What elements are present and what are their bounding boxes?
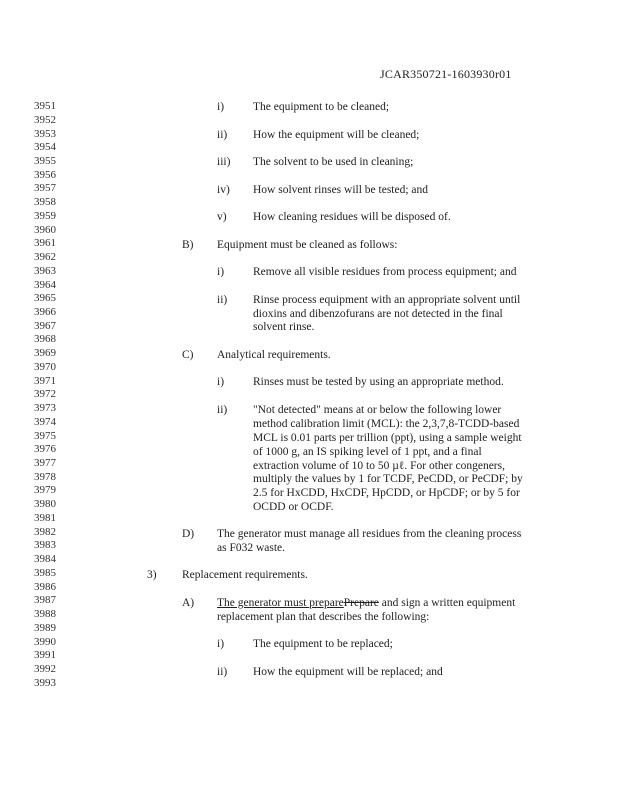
- paragraph-line: multiply the values by 1 for TCDF, PeCDD, or PeCDF; by: [253, 473, 523, 485]
- line-number: 3979: [34, 484, 56, 497]
- document-id: JCAR350721-1603930r01: [380, 67, 512, 81]
- line-number: 3964: [34, 278, 56, 291]
- list-marker: iii): [217, 156, 231, 168]
- paragraph-line: The generator must manage all residues from the cleaning process: [217, 528, 522, 540]
- list-item-text: How cleaning residues will be disposed of.: [253, 211, 451, 223]
- line-number: 3992: [34, 662, 56, 675]
- list-item-text: How the equipment will be cleaned;: [253, 129, 420, 141]
- paragraph-line: OCDD or OCDF.: [253, 501, 334, 513]
- inserted-text: prepare: [309, 597, 344, 609]
- line-number: 3966: [34, 306, 56, 318]
- line-number: 3986: [34, 580, 56, 593]
- line-number: 3981: [34, 511, 56, 524]
- paragraph-line: MCL is 0.01 parts per trillion (ppt), using a sample weight: [253, 432, 522, 444]
- section-marker: 3): [147, 569, 157, 581]
- list-marker: i): [217, 266, 225, 278]
- section-marker: B): [182, 239, 194, 251]
- line-number: 3989: [34, 621, 56, 634]
- line-number: 3984: [34, 553, 56, 566]
- line-number: 3957: [34, 182, 56, 195]
- line-number: 3968: [34, 333, 56, 346]
- paragraph-line: 2.5 for HxCDD, HxCDF, HpCDD, or HpCDF; or by 5 for: [253, 487, 520, 499]
- paragraph-line: replacement plan that describes the following:: [217, 611, 430, 623]
- list-item-text: The solvent to be used in cleaning;: [253, 156, 414, 168]
- list-marker: i): [217, 376, 225, 388]
- line-number: 3977: [34, 457, 56, 469]
- list-item-text: The equipment to be cleaned;: [253, 101, 390, 113]
- paragraph-line: extraction volume of 10 to 50 µℓ. For other congeners,: [253, 460, 505, 472]
- line-number: 3988: [34, 608, 56, 620]
- section-heading: Analytical requirements.: [217, 349, 331, 361]
- line-number: 3969: [34, 347, 56, 360]
- line-number: 3973: [34, 402, 56, 415]
- list-marker: ii): [217, 129, 228, 141]
- list-marker: i): [217, 101, 225, 113]
- line-number: 3952: [34, 113, 56, 126]
- line-number: 3961: [34, 237, 56, 250]
- paragraph-text: and sign a written equipment: [378, 597, 516, 609]
- line-number: 3959: [34, 209, 56, 222]
- line-number: 3970: [34, 360, 56, 373]
- line-number: 3953: [34, 127, 56, 140]
- underlined-prefix: The generator must: [217, 597, 310, 609]
- list-marker: ii): [217, 666, 228, 678]
- section-marker: C): [182, 349, 194, 361]
- section-marker: A): [182, 597, 195, 609]
- list-marker: v): [217, 211, 227, 223]
- line-number: 3978: [34, 470, 56, 483]
- line-number: 3960: [34, 223, 56, 236]
- paragraph-line: "Not detected" means at or below the following lower: [253, 404, 502, 416]
- line-number: 3956: [34, 168, 56, 181]
- line-number: 3971: [34, 374, 56, 387]
- deleted-text: Prepare: [343, 597, 379, 609]
- amended-paragraph-line: [217, 596, 515, 610]
- paragraph-line: Rinse process equipment with an appropriate solvent until: [253, 294, 521, 306]
- line-number: 3962: [34, 251, 56, 263]
- paragraph-line: as F032 waste.: [217, 542, 286, 554]
- line-number: 3965: [34, 292, 56, 305]
- list-marker: iv): [217, 184, 230, 196]
- line-number: 3987: [34, 594, 56, 607]
- line-number: 3967: [34, 319, 56, 332]
- list-marker: ii): [217, 294, 228, 306]
- line-number: 3955: [34, 154, 56, 167]
- paragraph-line: dioxins and dibenzofurans are not detected in the final: [253, 308, 503, 320]
- list-item-text: How solvent rinses will be tested; and: [253, 184, 429, 196]
- line-number: 3982: [34, 525, 56, 538]
- line-number: 3974: [34, 415, 56, 428]
- line-number: 3985: [34, 566, 56, 579]
- line-number: 3963: [34, 264, 56, 277]
- paragraph-line: solvent rinse.: [253, 321, 315, 333]
- list-marker: i): [217, 638, 225, 650]
- line-number: 3991: [34, 649, 56, 662]
- section-heading: Equipment must be cleaned as follows:: [217, 239, 398, 251]
- section-marker: D): [182, 528, 195, 540]
- line-number: 3983: [34, 539, 56, 552]
- list-item-text: Remove all visible residues from process equipment; and: [253, 266, 517, 278]
- line-number: 3951: [34, 100, 56, 112]
- line-number: 3976: [34, 443, 56, 456]
- line-number: 3954: [34, 141, 56, 154]
- line-number: 3958: [34, 196, 56, 209]
- paragraph-line: method calibration limit (MCL): the 2,3,7,8-TCDD-based: [253, 418, 520, 430]
- line-number: 3975: [34, 429, 56, 442]
- list-item-text: Rinses must be tested by using an appropriate method.: [253, 376, 504, 388]
- list-item-text: The equipment to be replaced;: [253, 638, 393, 650]
- line-number: 3990: [34, 635, 56, 648]
- paragraph-line: of 1000 g, an IS spiking level of 1 ppt, and a final: [253, 446, 482, 458]
- line-number: 3980: [34, 498, 56, 511]
- line-number: 3972: [34, 388, 56, 401]
- section-heading: Replacement requirements.: [182, 569, 308, 581]
- list-item-text: How the equipment will be replaced; and: [253, 666, 443, 678]
- list-marker: ii): [217, 404, 228, 416]
- line-number: 3993: [34, 676, 56, 689]
